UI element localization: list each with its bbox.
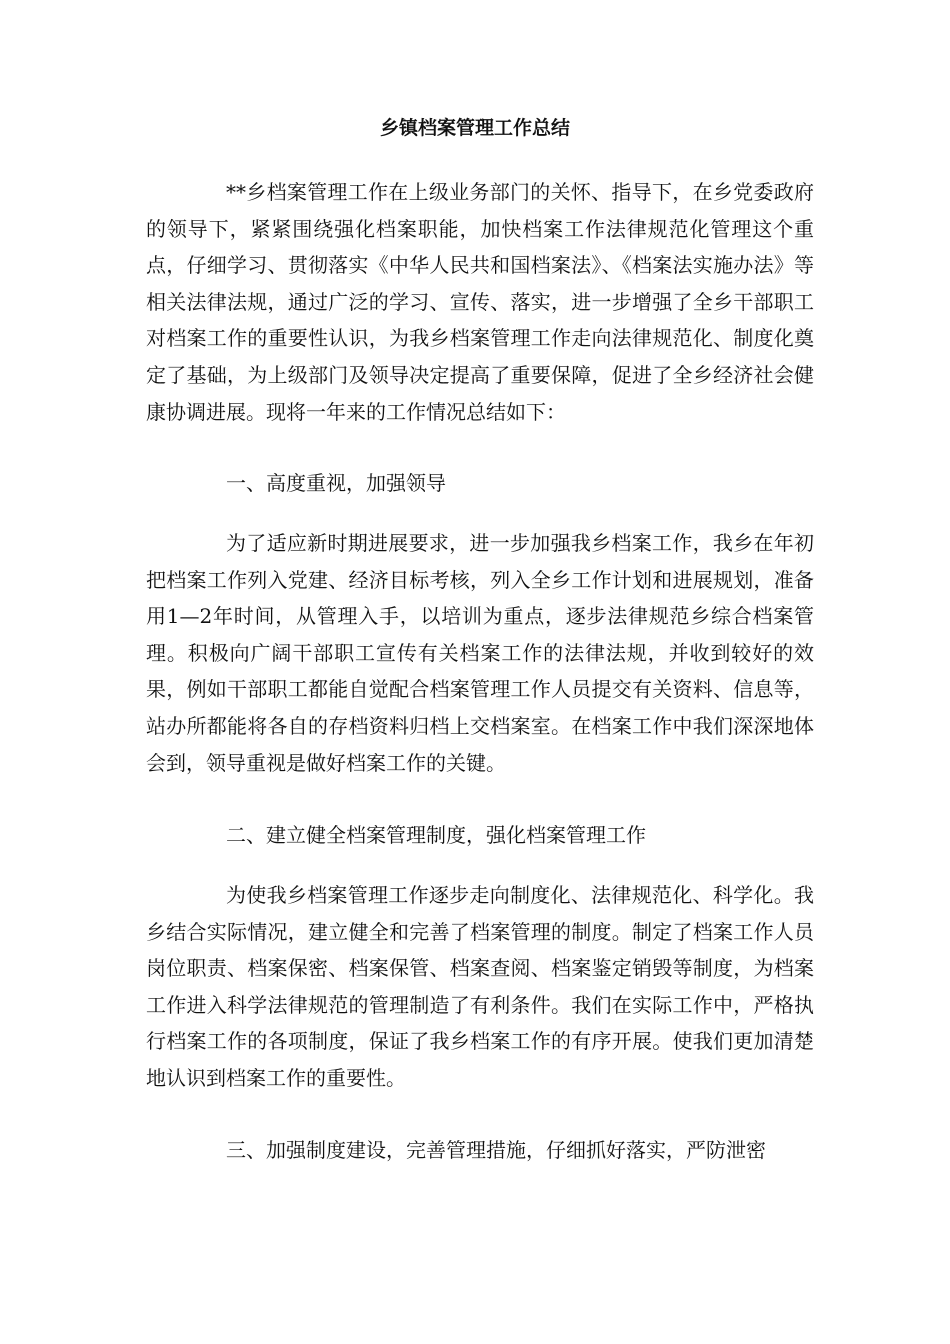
- section-body-2: 为使我乡档案管理工作逐步走向制度化、法律规范化、科学化。我乡结合实际情况，建立健全和完善了档案管理的制度。制定了档案工作人员岗位职责、档案保密、档案保管、档案查阅、档案鉴定销毁等制度，为档案工作进入科学法律规范的管理制造了有利条件。我们在实际工作中，严格执行档案工作的各项制度，保证了我乡档案工作的有序开展。使我们更加清楚地认识到档案工作的重要性。: [146, 883, 814, 1090]
- section-body-1: 为了适应新时期进展要求，进一步加强我乡档案工作，我乡在年初把档案工作列入党建、经济目标考核，列入全乡工作计划和进展规划，准备用1—2年时间，从管理入手，以培训为重点，逐步法律规范乡综合档案管理。积极向广阔干部职工宣传有关档案工作的法律法规，并收到较好的效果，例如干部职工都能自觉配合档案管理工作人员提交有关资料、信息等，站办所都能将各自的存档资料归档上交档案室。在档案工作中我们深深地体会到，领导重视是做好档案工作的关键。: [146, 531, 814, 775]
- intro-paragraph: **乡档案管理工作在上级业务部门的关怀、指导下，在乡党委政府的领导下，紧紧围绕强化档案职能，加快档案工作法律规范化管理这个重点，仔细学习、贯彻落实《中华人民共和国档案法》、《档案法实施办法》等相关法律法规，通过广泛的学习、宣传、落实，进一步增强了全乡干部职工对档案工作的重要性认识，为我乡档案管理工作走向法律规范化、制度化奠定了基础，为上级部门及领导决定提高了重要保障，促进了全乡经济社会健康协调进展。现将一年来的工作情况总结如下：: [146, 180, 814, 424]
- section-heading-2: 二、建立健全档案管理制度，强化档案管理工作: [226, 823, 646, 847]
- section-heading-3: 三、加强制度建设，完善管理措施，仔细抓好落实，严防泄密: [226, 1138, 766, 1162]
- section-heading-1: 一、高度重视，加强领导: [226, 471, 446, 495]
- document-title: 乡镇档案管理工作总结: [379, 117, 570, 139]
